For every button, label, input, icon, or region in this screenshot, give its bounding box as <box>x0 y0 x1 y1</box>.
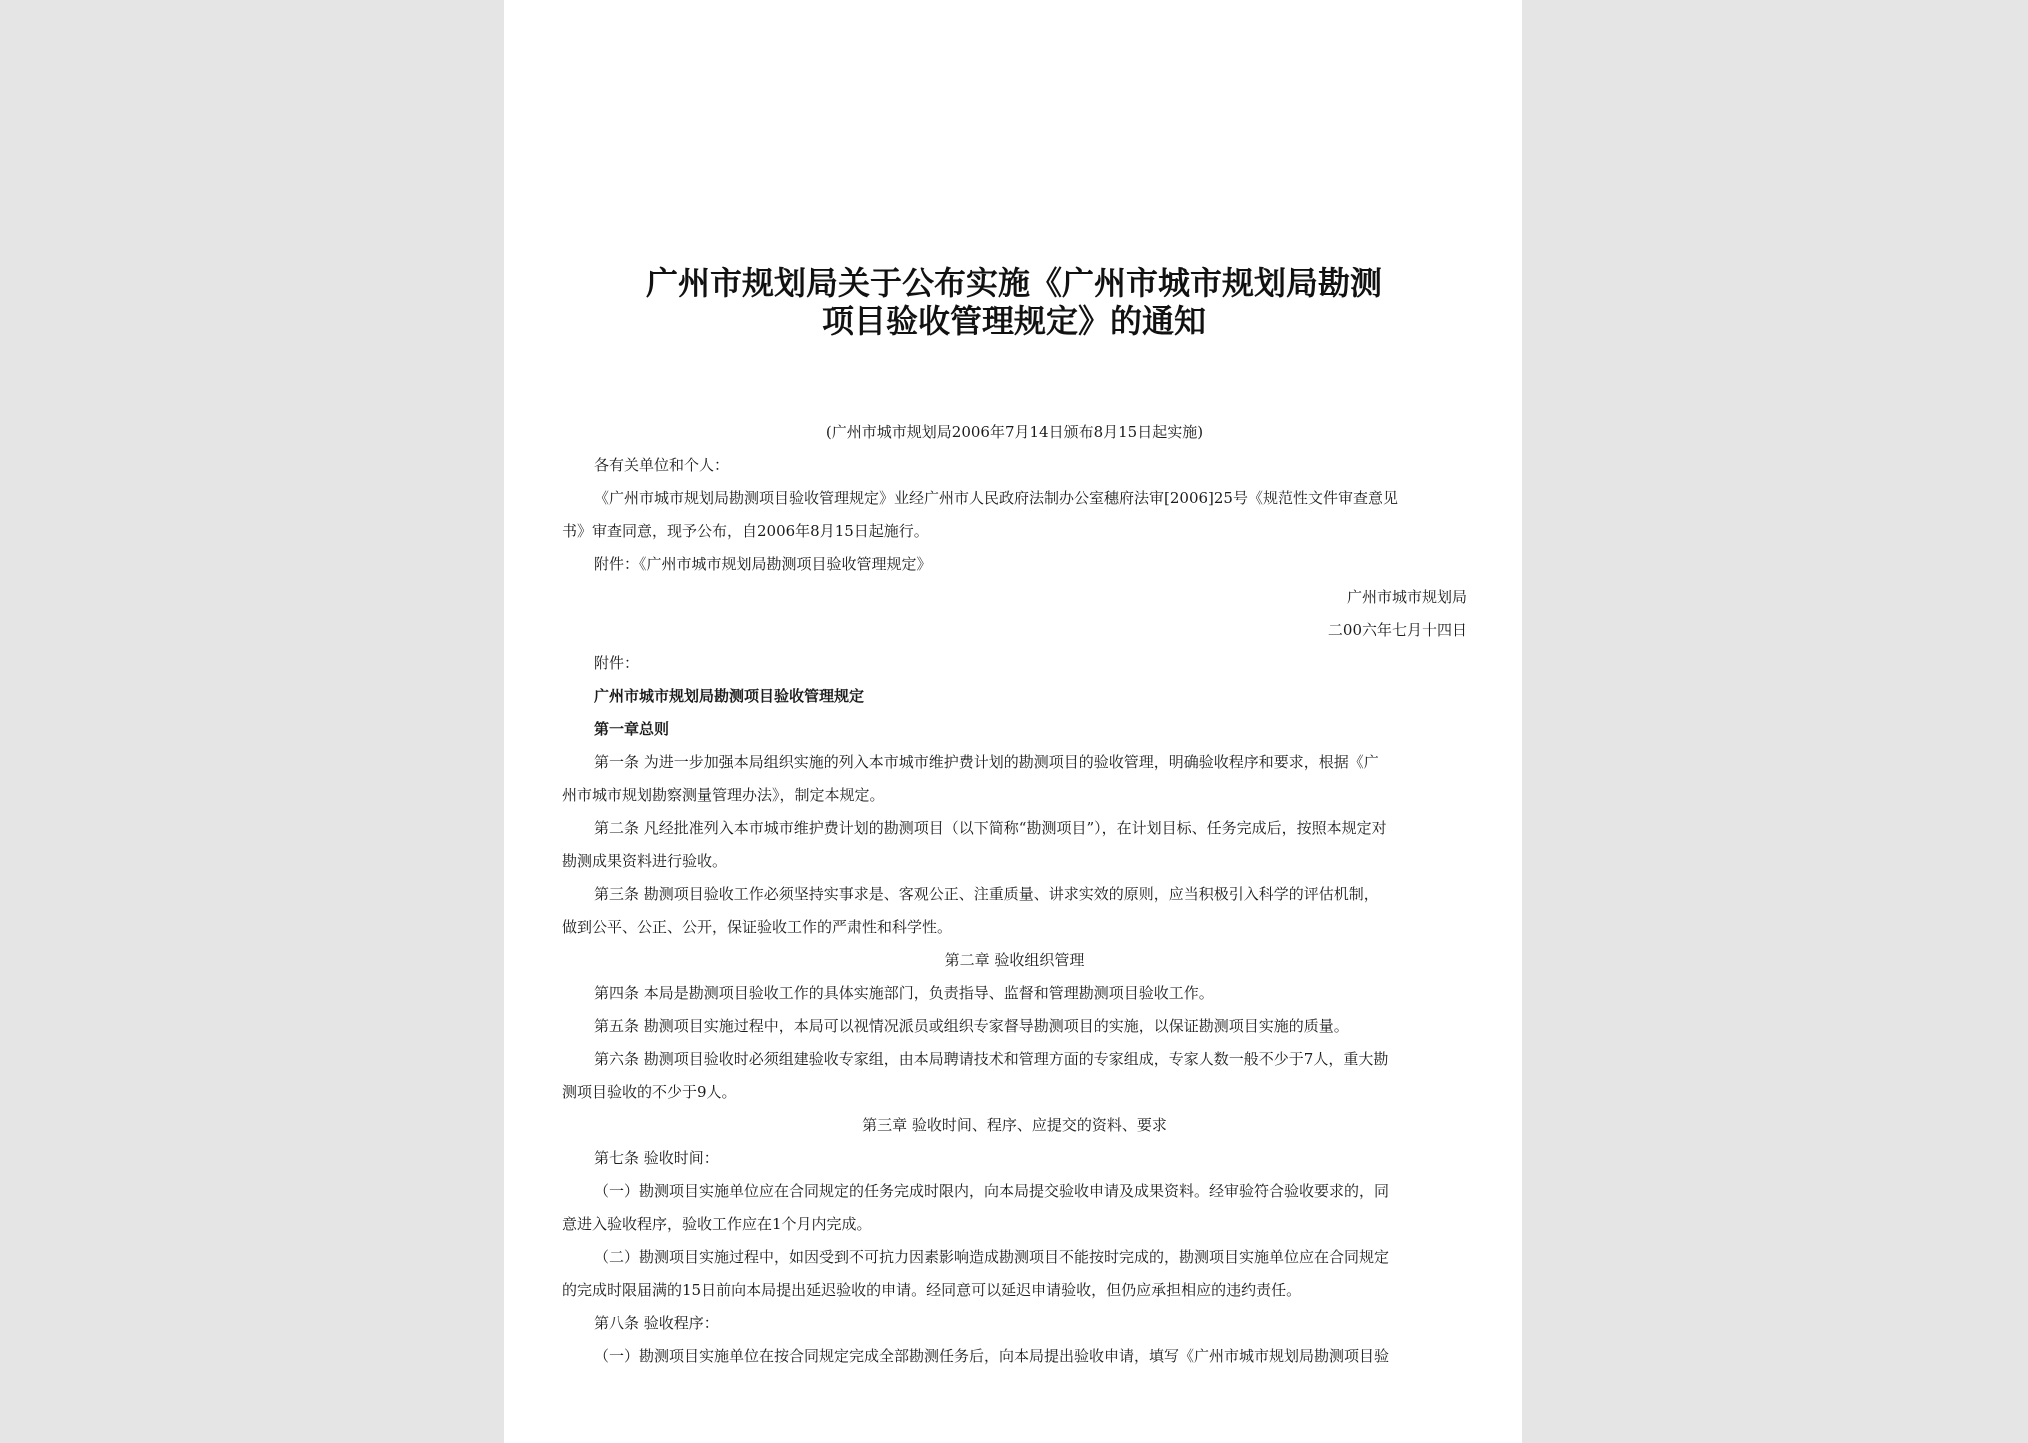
article-6-line-2: 测项目验收的不少于9人。 <box>562 1083 737 1101</box>
article-7-item-1-line-2: 意进入验收程序，验收工作应在1个月内完成。 <box>562 1215 872 1233</box>
article-1-line-1: 第一条 为进一步加强本局组织实施的列入本市城市维护费计划的勘测项目的验收管理，明确验收程序和要求，根据《广 <box>594 753 1379 771</box>
issuer-signature: 广州市城市规划局 <box>1346 588 1467 606</box>
article-4: 第四条 本局是勘测项目验收工作的具体实施部门，负责指导、监督和管理勘测项目验收工作。 <box>594 984 1214 1002</box>
article-8-item-1-line-1: （一）勘测项目实施单位在按合同规定完成全部勘测任务后，向本局提出验收申请，填写《广州市城市规划局勘测项目验 <box>594 1347 1390 1365</box>
chapter-1-heading: 第一章总则 <box>594 720 670 738</box>
article-5: 第五条 勘测项目实施过程中，本局可以视情况派员或组织专家督导勘测项目的实施，以保证勘测项目实施的质量。 <box>594 1017 1349 1035</box>
regulation-title: 广州市城市规划局勘测项目验收管理规定 <box>594 687 865 705</box>
attachment-reference: 附件：《广州市城市规划局勘测项目验收管理规定》 <box>594 555 932 573</box>
document-page <box>504 0 1522 1443</box>
article-6-line-1: 第六条 勘测项目验收时必须组建验收专家组，由本局聘请技术和管理方面的专家组成，专家人数一般不少于7人，重大勘 <box>594 1050 1389 1068</box>
document-title-line-2: 项目验收管理规定》的通知 <box>821 302 1206 340</box>
article-7: 第七条 验收时间： <box>594 1149 719 1167</box>
salutation: 各有关单位和个人： <box>594 456 730 474</box>
source-note: (广州市城市规划局2006年7月14日颁布8月15日起实施) <box>825 423 1204 441</box>
article-1-line-2: 州市城市规划勘察测量管理办法》，制定本规定。 <box>562 786 885 804</box>
document-title-line-1: 广州市规划局关于公布实施《广州市城市规划局勘测 <box>645 264 1382 302</box>
article-7-item-2-line-2: 的完成时限届满的15日前向本局提出延迟验收的申请。经同意可以延迟申请验收，但仍应承担相应的违约责任。 <box>562 1281 1302 1299</box>
article-3-line-1: 第三条 勘测项目验收工作必须坚持实事求是、客观公正、注重质量、讲求实效的原则，应当积极引入科学的评估机制， <box>594 885 1379 903</box>
issue-date: 二00六年七月十四日 <box>1327 621 1467 639</box>
article-2-line-1: 第二条 凡经批准列入本市城市维护费计划的勘测项目（以下简称“勘测项目”），在计划目标、任务完成后，按照本规定对 <box>594 819 1387 837</box>
article-7-item-2-line-1: （二）勘测项目实施过程中，如因受到不可抗力因素影响造成勘测项目不能按时完成的，勘测项目实施单位应在合同规定 <box>594 1248 1390 1266</box>
article-7-item-1-line-1: （一）勘测项目实施单位应在合同规定的任务完成时限内，向本局提交验收申请及成果资料。经审验符合验收要求的，同 <box>594 1182 1390 1200</box>
intro-paragraph-line-1: 《广州市城市规划局勘测项目验收管理规定》业经广州市人民政府法制办公室穗府法审[2006]25号《规范性文件审查意见 <box>594 489 1398 507</box>
chapter-2-heading: 第二章 验收组织管理 <box>944 951 1085 969</box>
chapter-3-heading: 第三章 验收时间、程序、应提交的资料、要求 <box>862 1116 1167 1134</box>
article-8: 第八条 验收程序： <box>594 1314 719 1332</box>
intro-paragraph-line-2: 书》审查同意，现予公布，自2006年8月15日起施行。 <box>562 522 929 540</box>
article-2-line-2: 勘测成果资料进行验收。 <box>562 852 728 870</box>
attachment-label: 附件： <box>594 654 640 672</box>
article-3-line-2: 做到公平、公正、公开，保证验收工作的严肃性和科学性。 <box>562 918 953 936</box>
